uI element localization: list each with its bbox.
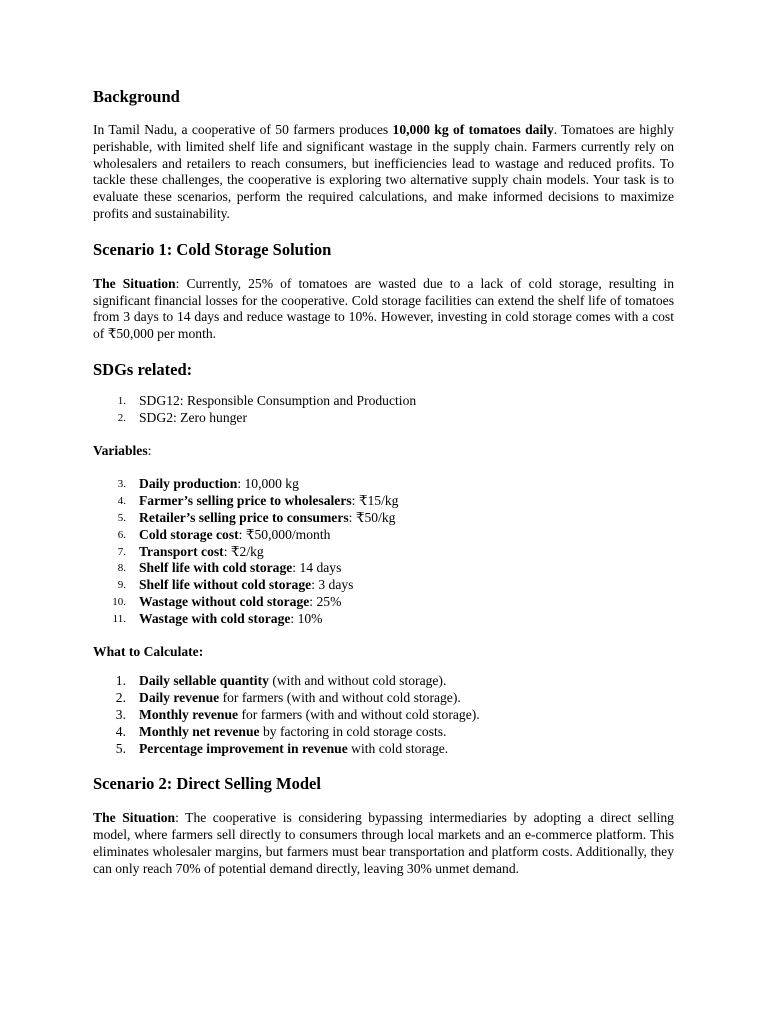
calc-key: Daily sellable quantity (139, 673, 269, 689)
calc-value: for farmers (with and without cold storage). (219, 690, 461, 706)
list-number: 6. (117, 528, 126, 541)
calculate-label (93, 644, 674, 661)
variable-value: : 25% (309, 593, 342, 609)
list-item (93, 707, 674, 724)
list-item (93, 577, 674, 594)
variable-key: Shelf life without cold storage (139, 577, 312, 593)
list-item (93, 611, 674, 628)
list-number: 4. (117, 495, 126, 508)
variable-key: Retailer’s selling price to consumers (139, 509, 349, 525)
list-number: 2. (117, 411, 126, 424)
list-item (93, 410, 674, 427)
list-item (93, 476, 674, 493)
scenario2-situation-text: : The cooperative is considering bypassing intermediaries by adopting a direct selling model, where farmers sell directly to consumers through local markets and an e-commerce platform. This eliminates wholesaler margins, but farmers must bear transportation and platform costs. Additionally, they can only reach 70% of potential demand directly, leaving 30% unmet demand. (93, 810, 674, 876)
list-number: 2. (115, 690, 126, 706)
list-number: 5. (115, 740, 126, 756)
variable-value: : ₹15/kg (351, 493, 399, 509)
sdg-text: SDG2: Zero hunger (139, 409, 247, 425)
variable-value: : 10% (290, 610, 323, 626)
variables-label-text: Variables (93, 442, 148, 458)
calc-value: with cold storage. (347, 740, 449, 756)
calc-key: Monthly revenue (139, 706, 239, 722)
variable-key: Wastage with cold storage (139, 610, 291, 626)
scenario1-situation (93, 276, 674, 343)
list-item (93, 527, 674, 544)
list-number: 1. (117, 394, 126, 407)
list-item (93, 393, 674, 410)
variable-value: : ₹50/kg (348, 509, 396, 525)
list-item (93, 560, 674, 577)
scenario1-heading: Scenario 1: Cold Storage Solution (93, 239, 332, 259)
variable-value: : 10,000 kg (237, 476, 299, 492)
calculate-label-text: What to Calculate: (93, 643, 204, 659)
list-number: 9. (117, 579, 126, 592)
scenario2-heading: Scenario 2: Direct Selling Model (93, 774, 321, 794)
sdgs-heading: SDGs related: (93, 359, 193, 379)
document-page (93, 86, 674, 878)
variable-key: Farmer’s selling price to wholesalers (139, 493, 352, 509)
variable-value: : 3 days (311, 577, 354, 593)
background-intro-post: . Tomatoes are highly perishable, with limited shelf life and significant wastage in the supply chain. Farmers currently rely on wholesalers and retailers to reach consumers, but inefficiencies lead to wastage and reduced profits. To tackle these challenges, the cooperative is exploring two alternative supply chain models. Your task is to evaluate these scenarios, perform the required calculations, and make informed decisions to maximize profits and sustainability. (93, 122, 674, 221)
scenario2-situation-label: The Situation (93, 810, 176, 826)
variable-value: : ₹2/kg (223, 543, 264, 559)
variables-label-colon: : (147, 442, 152, 458)
list-item (93, 673, 674, 690)
list-number: 11. (112, 612, 126, 625)
list-item (93, 690, 674, 707)
list-number: 10. (112, 595, 126, 608)
list-number: 3. (117, 478, 126, 491)
variable-key: Daily production (139, 476, 238, 492)
calc-value: by factoring in cold storage costs. (259, 723, 447, 739)
list-item (93, 741, 674, 758)
calc-key: Daily revenue (139, 690, 220, 706)
variable-value: : ₹50,000/month (238, 526, 331, 542)
variable-key: Shelf life with cold storage (139, 560, 293, 576)
variable-key: Transport cost (139, 543, 224, 559)
variables-label (93, 443, 674, 460)
calc-value: (with and without cold storage). (268, 673, 447, 689)
background-intro-pre: In Tamil Nadu, a cooperative of 50 farmers produces (93, 122, 393, 137)
calc-key: Percentage improvement in revenue (139, 740, 348, 756)
list-number: 5. (117, 511, 126, 524)
list-number: 7. (117, 545, 126, 558)
list-item (93, 544, 674, 561)
variables-list (93, 476, 674, 627)
variable-key: Cold storage cost (139, 526, 239, 542)
list-item (93, 594, 674, 611)
list-number: 1. (115, 673, 126, 689)
list-number: 3. (115, 706, 126, 722)
list-number: 4. (115, 723, 126, 739)
list-item (93, 724, 674, 741)
list-item (93, 510, 674, 527)
background-heading: Background (93, 87, 180, 106)
variable-value: : 14 days (292, 560, 342, 576)
list-item (93, 493, 674, 510)
sdg-text: SDG12: Responsible Consumption and Production (139, 392, 417, 408)
variable-key: Wastage without cold storage (139, 593, 310, 609)
list-number: 8. (117, 562, 126, 575)
scenario1-situation-text: : Currently, 25% of tomatoes are wasted due to a lack of cold storage, resulting in significant financial losses for the cooperative. Cold storage facilities can extend the shelf life of tomatoes from 3 days to 14 days and reduce wastage to 10%. However, investing in cold storage comes with a cost of ₹50,000 per month. (93, 275, 674, 342)
scenario1-situation-label: The Situation (93, 275, 176, 291)
calc-key: Monthly net revenue (139, 723, 260, 739)
calculate-list (93, 673, 674, 757)
background-intro-bold: 10,000 kg of tomatoes daily (392, 122, 554, 137)
calc-value: for farmers (with and without cold storage). (238, 706, 480, 722)
background-paragraph (93, 122, 674, 223)
sdgs-list (93, 393, 674, 427)
scenario2-situation (93, 810, 674, 877)
